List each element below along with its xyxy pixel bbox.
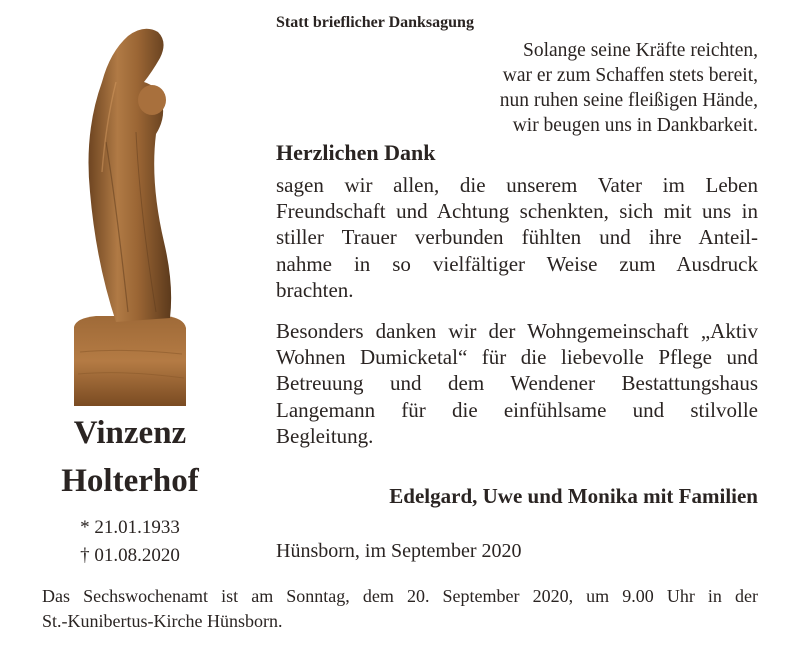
footer-line: Das Sechswochenamt ist am Sonntag, dem 20. September 2020, um 9.00 Uhr in der: [42, 586, 758, 606]
thanks-title: Herzlichen Dank: [276, 140, 436, 165]
poem-line: war er zum Schaffen stets bereit,: [502, 65, 758, 86]
family-signature: Edelgard, Uwe und Monika mit Familien: [389, 484, 758, 508]
paragraph-line: Besonders danken wir der Wohngemeinschaft „Aktiv: [276, 319, 758, 343]
paragraph-line: brachten.: [276, 277, 354, 302]
paragraph-line: Wohnen Dumicketal“ für die liebevolle Pflege und: [276, 345, 758, 370]
notice-header: Statt brieflicher Danksagung: [276, 14, 474, 31]
wooden-sculpture-image: [66, 22, 194, 410]
death-date: † 01.08.2020: [80, 545, 180, 566]
place-date: Hünsborn, im September 2020: [276, 540, 522, 562]
paragraph-line: Begleitung.: [276, 423, 374, 448]
birth-date: * 21.01.1933: [80, 517, 180, 538]
thanks-paragraph-1: [276, 172, 758, 303]
life-dates: [40, 514, 220, 570]
deceased-last-name: Holterhof: [61, 463, 199, 499]
poem-line: Solange seine Kräfte reichten,: [523, 40, 758, 61]
paragraph-line: stiller Trauer verbunden fühlten und ihre Anteil-: [276, 225, 758, 250]
thanks-paragraph-2: [276, 318, 758, 449]
paragraph-line: Betreuung und dem Wendener Bestattungshaus: [276, 371, 758, 396]
footer-line: St.-Kunibertus-Kirche Hünsborn.: [42, 611, 283, 631]
paragraph-line: Freundschaft und Achtung schenkten, sich mit uns in: [276, 199, 758, 224]
poem-line: wir beugen uns in Dankbarkeit.: [512, 115, 758, 136]
paragraph-line: Langemann für die einfühlsame und stilvolle: [276, 397, 758, 422]
paragraph-line: nahme in so vielfältiger Weise zum Ausdruck: [276, 251, 758, 276]
deceased-first-name: Vinzenz: [73, 415, 187, 451]
poem: [338, 38, 758, 138]
paragraph-line: sagen wir allen, die unserem Vater im Leben: [276, 173, 758, 197]
poem-line: nun ruhen seine fleißigen Hände,: [499, 90, 758, 111]
memorial-mass-notice: [42, 584, 758, 634]
